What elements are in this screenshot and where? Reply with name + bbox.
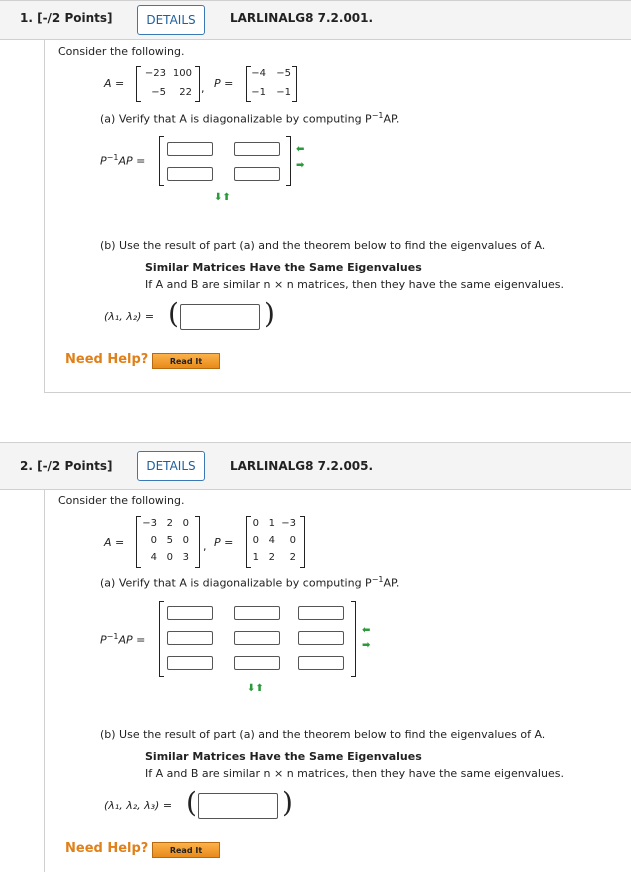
q2-p-cell: −3 xyxy=(281,518,296,529)
q1-intro: Consider the following. xyxy=(58,45,185,58)
question-2-details-button[interactable]: DETAILS xyxy=(137,451,205,481)
q1-pap-right-bracket xyxy=(286,136,291,186)
q2-a-cell: 4 xyxy=(150,552,157,563)
q2-intro: Consider the following. xyxy=(58,494,185,507)
q2-a-cell: 2 xyxy=(166,518,173,529)
q2-pap-input[interactable] xyxy=(298,656,344,670)
q2-comma: , xyxy=(203,540,207,553)
q1-p-cell: −1 xyxy=(276,87,291,98)
q1-a-label: A = xyxy=(104,77,125,90)
q2-a-cell: 5 xyxy=(166,535,173,546)
q2-a-cell: 0 xyxy=(166,552,173,563)
q2-lambda-label: (λ₁, λ₂, λ₃) = xyxy=(104,799,173,812)
q2-p-right-bracket xyxy=(300,516,305,568)
q1-add-column-arrow-icon[interactable]: ⬅ xyxy=(296,144,305,155)
q1-p-label: P = xyxy=(214,77,234,90)
q1-a-right-bracket xyxy=(195,66,200,102)
q2-a-right-bracket xyxy=(195,516,200,568)
q1-p-cell: −4 xyxy=(251,68,266,79)
q2-row-arrows-icon[interactable]: ⬇⬆ xyxy=(247,683,264,694)
q2-p-cell: 0 xyxy=(289,535,296,546)
q1-theorem-title: Similar Matrices Have the Same Eigenvalues xyxy=(145,261,422,274)
question-2-number: 2. [-/2 Points] xyxy=(20,459,113,473)
q2-right-paren: ) xyxy=(282,786,293,819)
q2-read-it-button[interactable]: Read It xyxy=(152,842,220,858)
q2-pap-label: $P^{-1}AP$ = xyxy=(100,632,146,647)
q2-pap-input[interactable] xyxy=(167,631,213,645)
q2-part-a: (a) Verify that A is diagonalizable by computing $P^{-1}AP$. xyxy=(100,575,400,590)
q2-p-cell: 1 xyxy=(252,552,259,563)
q2-theorem-text: If A and B are similar n × n matrices, then they have the same eigenvalues. xyxy=(145,767,564,780)
q1-a-cell: −23 xyxy=(144,68,166,79)
q1-need-help: Need Help? xyxy=(65,352,149,367)
q2-p-cell: 2 xyxy=(289,552,296,563)
q1-pap-input[interactable] xyxy=(167,142,213,156)
q1-pap-input[interactable] xyxy=(234,167,280,181)
q2-p-cell: 2 xyxy=(268,552,275,563)
q2-p-label: P = xyxy=(214,536,234,549)
q1-part-b: (b) Use the result of part (a) and the theorem below to find the eigenvalues of A. xyxy=(100,239,546,252)
q1-pap-label: $P^{-1}AP$ = xyxy=(100,153,146,168)
q1-pap-input[interactable] xyxy=(167,167,213,181)
question-1-number: 1. [-/2 Points] xyxy=(20,11,113,25)
question-1-details-button[interactable]: DETAILS xyxy=(137,5,205,35)
q2-pap-input[interactable] xyxy=(234,631,280,645)
q2-theorem-title: Similar Matrices Have the Same Eigenvalues xyxy=(145,750,422,763)
q1-row-arrows-icon[interactable]: ⬇⬆ xyxy=(214,192,231,203)
q1-p-cell: −5 xyxy=(276,68,291,79)
q2-pap-input[interactable] xyxy=(167,606,213,620)
q1-remove-column-arrow-icon[interactable]: ➡ xyxy=(296,160,305,171)
question-1-code: LARLINALG8 7.2.001. xyxy=(230,11,374,25)
q1-right-paren: ) xyxy=(264,297,275,330)
q2-a-label: A = xyxy=(104,536,125,549)
q2-pap-input[interactable] xyxy=(234,656,280,670)
q2-a-cell: 0 xyxy=(182,518,189,529)
question-1-body xyxy=(44,40,631,393)
q2-eigenvalues-input[interactable] xyxy=(198,793,278,819)
q2-p-cell: 0 xyxy=(252,518,259,529)
q1-lambda-label: (λ₁, λ₂) = xyxy=(104,310,155,323)
q2-a-cell: 3 xyxy=(182,552,189,563)
q2-pap-input[interactable] xyxy=(298,631,344,645)
q2-left-paren: ( xyxy=(186,786,197,819)
q1-p-cell: −1 xyxy=(251,87,266,98)
q2-pap-left-bracket xyxy=(159,601,164,677)
q1-pap-input[interactable] xyxy=(234,142,280,156)
question-2-code: LARLINALG8 7.2.005. xyxy=(230,459,374,473)
q1-p-right-bracket xyxy=(292,66,297,102)
q1-part-a: (a) Verify that A is diagonalizable by computing $P^{-1}AP$. xyxy=(100,111,400,126)
q2-pap-input[interactable] xyxy=(234,606,280,620)
q2-pap-input[interactable] xyxy=(298,606,344,620)
q2-a-cell: 0 xyxy=(182,535,189,546)
question-1-header xyxy=(0,0,631,40)
q1-left-paren: ( xyxy=(168,297,179,330)
q1-comma: , xyxy=(201,82,205,95)
q2-p-cell: 4 xyxy=(268,535,275,546)
q1-theorem-text: If A and B are similar n × n matrices, then they have the same eigenvalues. xyxy=(145,278,564,291)
question-2-body xyxy=(44,490,631,872)
q2-remove-column-arrow-icon[interactable]: ➡ xyxy=(362,640,371,651)
q2-pap-right-bracket xyxy=(351,601,356,677)
q1-read-it-button[interactable]: Read It xyxy=(152,353,220,369)
q2-need-help: Need Help? xyxy=(65,841,149,856)
q2-pap-input[interactable] xyxy=(167,656,213,670)
q1-a-cell: −5 xyxy=(151,87,166,98)
q1-eigenvalues-input[interactable] xyxy=(180,304,260,330)
q2-add-column-arrow-icon[interactable]: ⬅ xyxy=(362,625,371,636)
question-2-header xyxy=(0,442,631,490)
q2-a-cell: 0 xyxy=(150,535,157,546)
q1-a-cell: 100 xyxy=(172,68,192,79)
q2-a-cell: −3 xyxy=(142,518,157,529)
q2-p-cell: 0 xyxy=(252,535,259,546)
q2-part-b: (b) Use the result of part (a) and the theorem below to find the eigenvalues of A. xyxy=(100,728,546,741)
q1-pap-left-bracket xyxy=(159,136,164,186)
q1-a-cell: 22 xyxy=(179,87,192,98)
q2-p-cell: 1 xyxy=(268,518,275,529)
